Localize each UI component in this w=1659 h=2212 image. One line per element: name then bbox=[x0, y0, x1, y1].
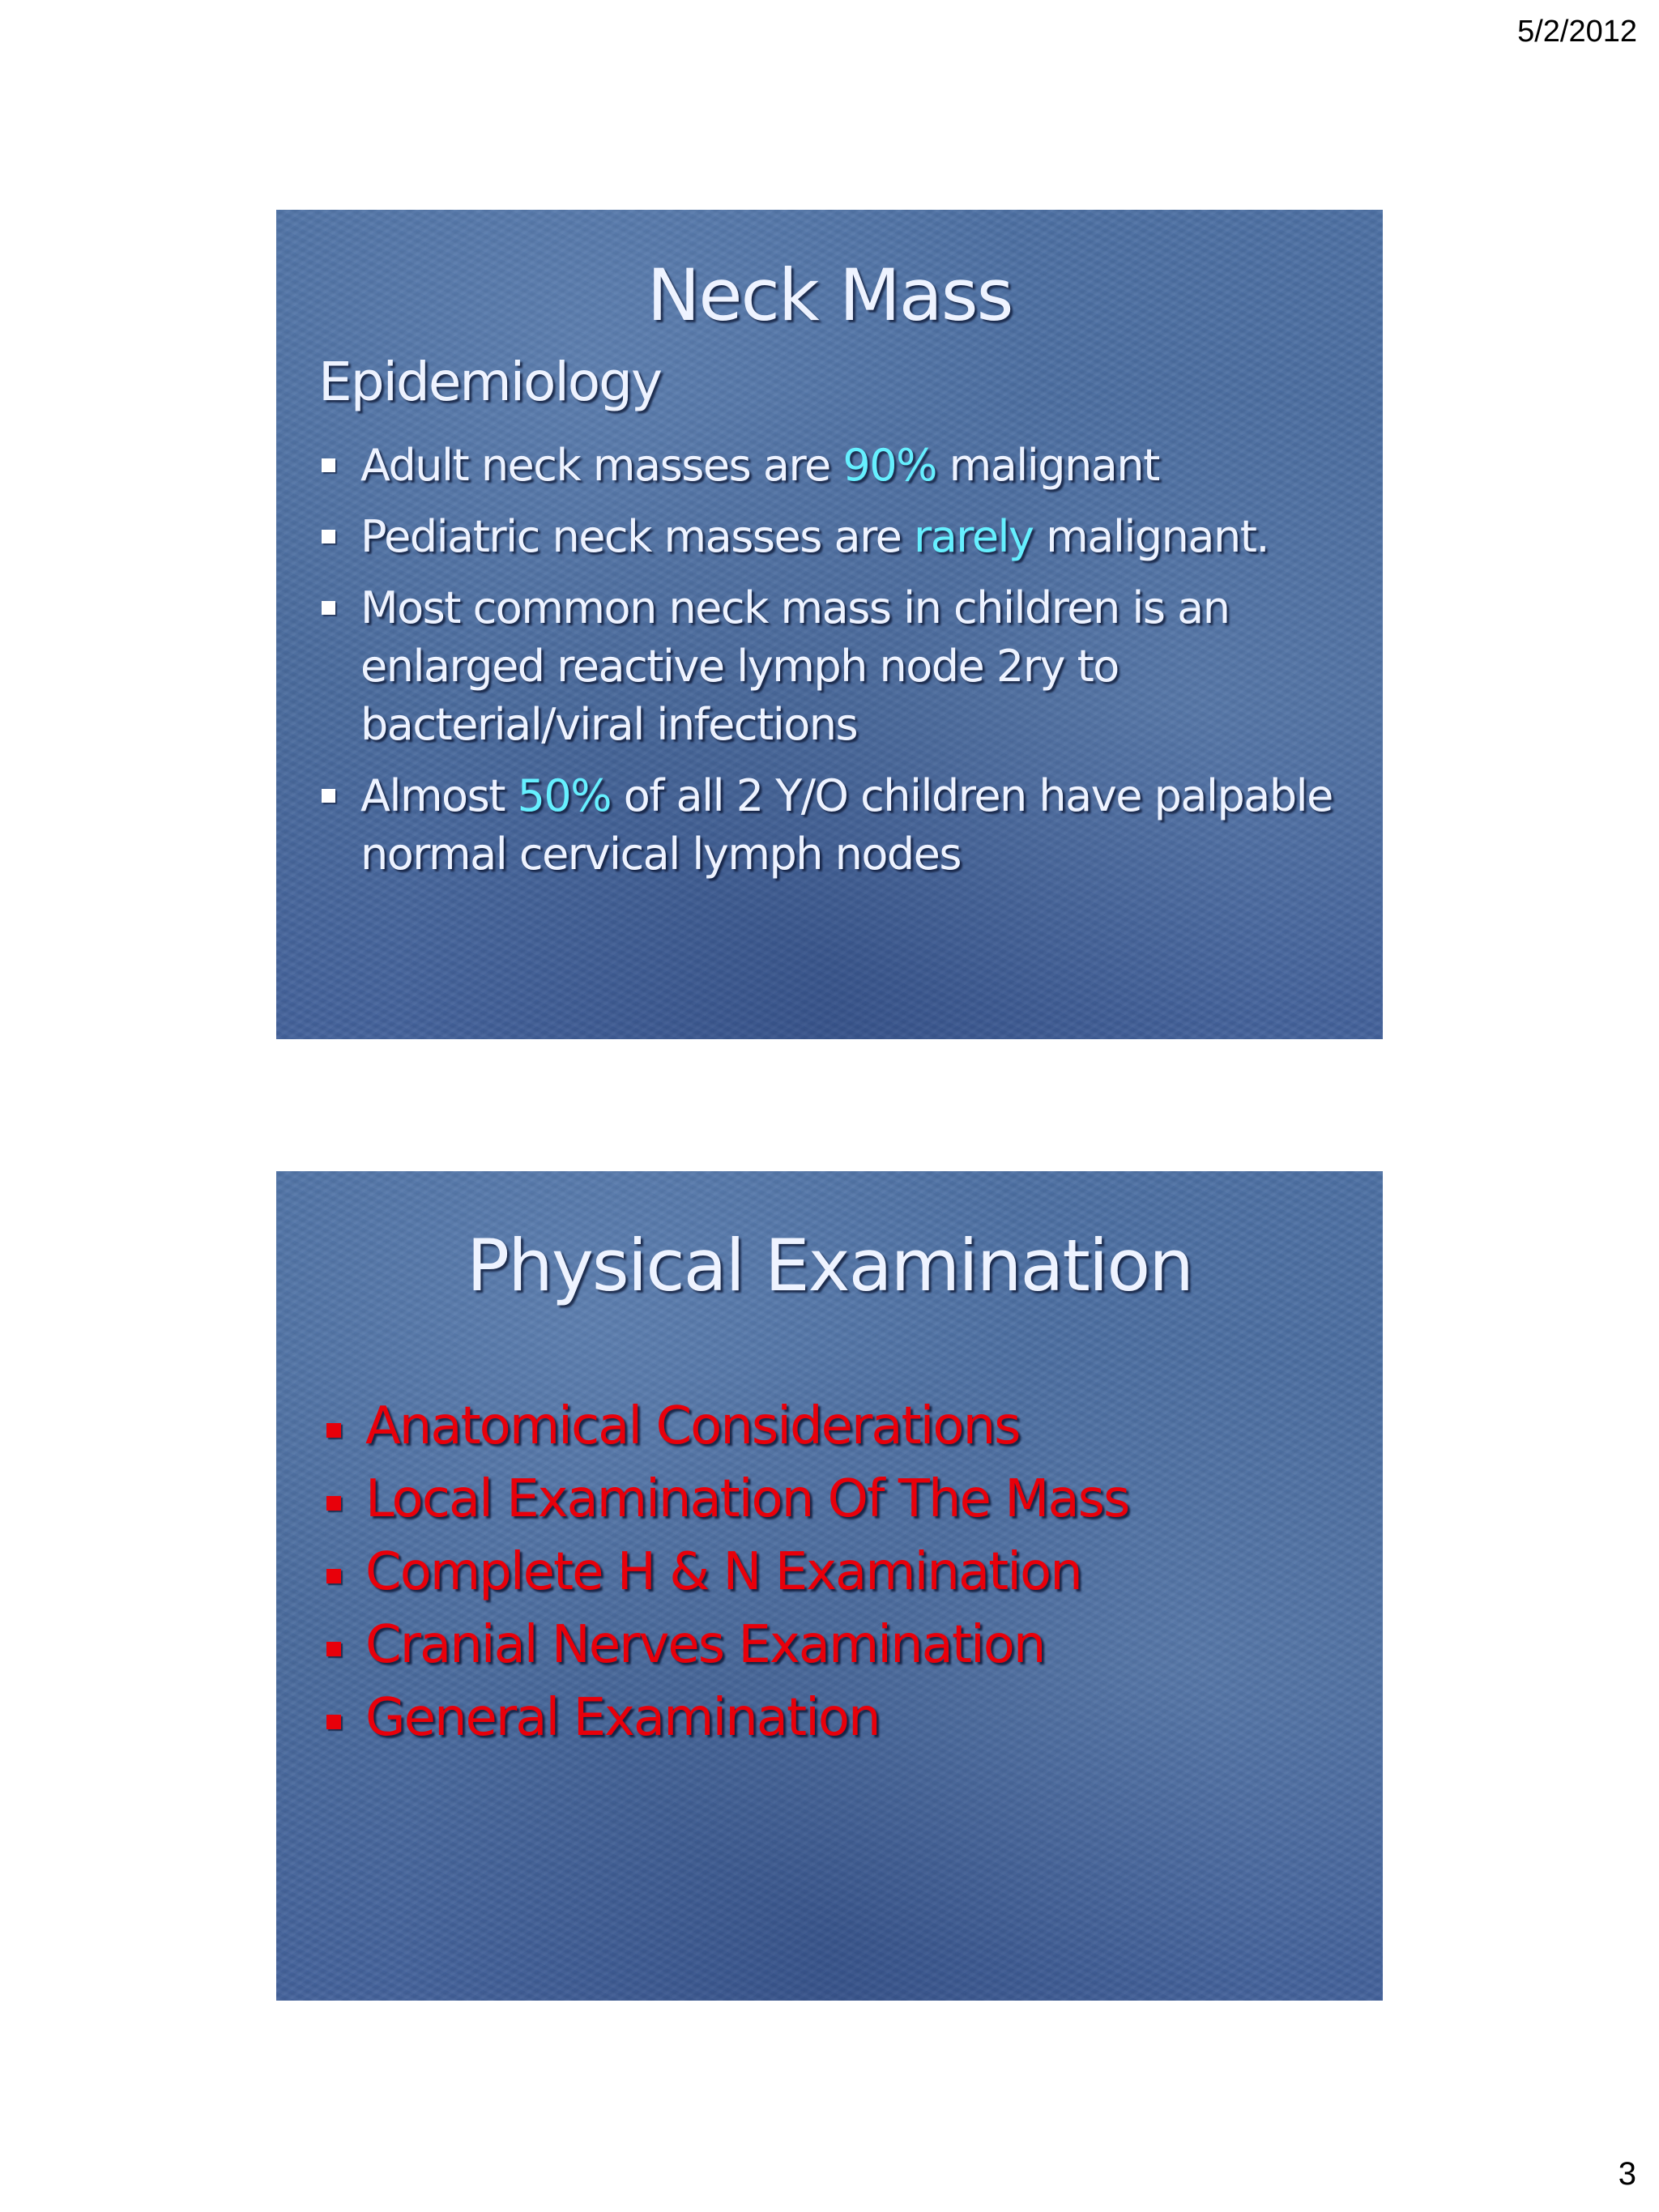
slide-subheading: Epidemiology bbox=[318, 351, 662, 413]
square-bullet-icon bbox=[322, 530, 335, 543]
slide-title: Neck Mass bbox=[646, 254, 1013, 337]
bullet-text: Adult neck masses are bbox=[360, 440, 843, 491]
bullet-text: Almost bbox=[360, 770, 518, 821]
bullet-text: Cranial Nerves Examination bbox=[365, 1615, 1045, 1675]
square-bullet-icon bbox=[322, 601, 335, 615]
square-bullet-icon bbox=[326, 1423, 341, 1438]
bullet-text: Anatomical Considerations bbox=[365, 1396, 1020, 1456]
bullet-item bbox=[318, 508, 1363, 566]
bullet-item bbox=[318, 579, 1363, 754]
slide-physical-examination bbox=[276, 1171, 1383, 2001]
square-bullet-icon bbox=[322, 458, 335, 472]
square-bullet-icon bbox=[326, 1715, 341, 1729]
bullet-item bbox=[326, 1463, 1363, 1536]
highlighted-value: rarely bbox=[914, 511, 1034, 562]
square-bullet-icon bbox=[326, 1496, 341, 1511]
bullet-item bbox=[326, 1681, 1363, 1754]
page-date: 5/2/2012 bbox=[1517, 15, 1637, 49]
bullet-item bbox=[318, 767, 1363, 884]
bullet-text: malignant. bbox=[1033, 511, 1269, 562]
bullet-text: Most common neck mass in children is an enlarged reactive lymph node 2ry to bacterial/viral infections bbox=[360, 582, 1230, 750]
bullet-text: of all 2 Y/O children have palpable normal cervical lymph nodes bbox=[360, 770, 1333, 880]
highlighted-value: 50% bbox=[517, 770, 612, 821]
bullet-text: Pediatric neck masses are bbox=[360, 511, 915, 562]
bullet-list bbox=[318, 437, 1363, 897]
slide-neck-mass bbox=[276, 210, 1383, 1039]
bullet-item bbox=[326, 1536, 1363, 1609]
square-bullet-icon bbox=[326, 1642, 341, 1656]
bullet-text: malignant bbox=[936, 440, 1159, 491]
bullet-text: General Examination bbox=[365, 1688, 880, 1748]
bullet-item bbox=[326, 1390, 1363, 1463]
bullet-text: Local Examination Of The Mass bbox=[365, 1469, 1129, 1529]
bullet-list bbox=[326, 1390, 1363, 1754]
bullet-item bbox=[326, 1609, 1363, 1681]
slide-title: Physical Examination bbox=[467, 1224, 1192, 1307]
square-bullet-icon bbox=[326, 1569, 341, 1583]
bullet-item bbox=[318, 437, 1363, 495]
highlighted-value: 90% bbox=[842, 440, 936, 491]
square-bullet-icon bbox=[322, 789, 335, 803]
bullet-text: Complete H & N Examination bbox=[365, 1542, 1081, 1602]
page-number: 3 bbox=[1618, 2156, 1636, 2192]
